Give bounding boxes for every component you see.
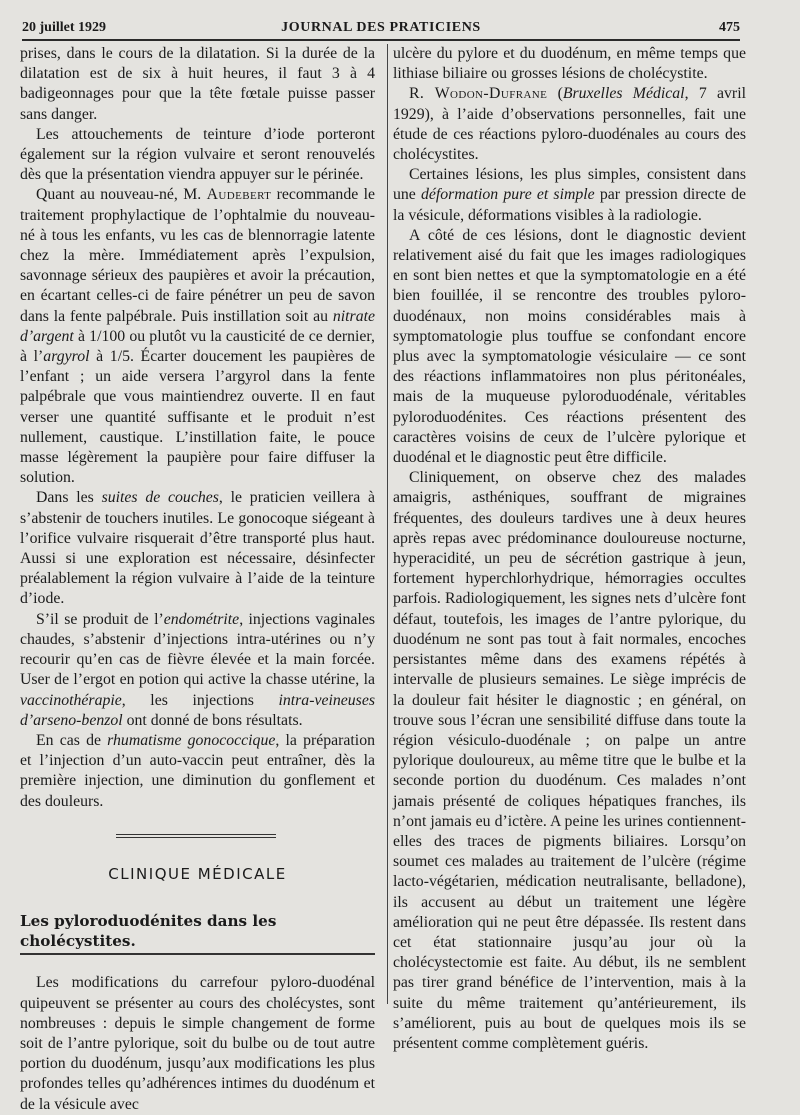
section-title: CLINIQUE MÉDICALE [108,864,287,883]
paragraph: R. Wodon-Dufrane (Bruxelles Médical, 7 avril 1929), à l’aide d’observations personnelles, fait une étude de ces réactions pyloro-duodénales au cours des cholécystites. [393,85,746,164]
article-title: Les pyloroduodénites dans les cholécystites. [20,911,277,951]
paragraph: Les attouchements de teinture d’iode porteront également sur la région vulvaire et seront renouvelés dès que la présentation viendra appuyer sur le périnée. [20,125,375,184]
header-journal-title: JOURNAL DES PRATICIENS [281,20,481,35]
page-header [22,16,740,38]
header-date: 20 juillet 1929 [22,20,106,35]
author-name: Audebert [206,186,272,204]
header-rule [22,39,740,41]
paragraph: Cliniquement, on observe chez des malades amaigris, asthéniques, souffrant de migraines fréquentes, des douleurs tardives une à deux heures après repas avec prédominance douloureuse nocturne, hyperacidité, un peu de sécrétion gastrique à jeun, fortement hyperchlorhydrique, hémorragies occultes parfois. Radiologiquement, les signes nets d’ulcère font défaut, toutefois, les images de l’antre pylorique, du duodénum ne sont pas tout à fait normales, encoches persistantes même dans des examens répétés à intervalle de plusieurs semaines. Le siège imprécis de la douleur fait hésiter le diagnostic ; en général, on trouve sous l’écran une sensibilité diffuse dans toute la région vésiculo-duodénale ; on palpe un antre pylorique douloureux, au même titre que le bulbe et la seconde portion du duodénum. Ces malades n’ont jamais présenté de coliques hépatiques franches, ils n’ont jamais eu d’ictère. A peine les urines contiennent-elles des traces de pigments biliaires. Lorsqu’on soumet ces malades au traitement de l’ulcère (régime lacto-végétarien, médication neutralisante, belladone), ils accusent au début un traitement une légère amélioration qui ne peut être dépassée. Ils restent dans cet état stationnaire jusqu’au jour où la cholécystectomie est faite. Au début, ils ne semblent pas tirer grand bénéfice de l’intervention, mais à la suite du même traitement qu’antérieurement, ils s’améliorent, puis au bout de quelques mois ils se présentent comme complètement guéris. [393,469,746,1052]
section-separator [116,834,276,838]
author-name: R. Wodon-Dufrane [409,85,548,103]
paragraph: S’il se produit de l’endométrite, injections vaginales chaudes, s’abstenir d’injections intra-utérines ou n’y recourir qu’en cas de fièvre élevée et la main forcée. User de l’ergot en potion qui active la chasse utérine, la vaccinothérapie, les injections intra-veineuses d’arseno-benzol ont donné de bons résultats. [20,610,375,729]
paragraph: ulcère du pylore et du duodénum, en même temps que lithiase biliaire ou grosses lésions de cholécystite. [393,45,746,83]
left-column [20,44,375,1115]
paragraph: A côté de ces lésions, dont le diagnostic devient relativement aisé du fait que les images radiologiques en sont bien nettes et que la symptomatologie en a été bien fouillée, il se rencontre des troubles pyloro-duodénaux, non moins considérables mais à symptomatologie plus touffue se confondant encore plus avec la symptomatologie vésiculaire — ce sont des réactions inflammatoires non plus péritonéales, mais de la muqueuse pyloroduodénale, véritables pyloroduodénites. Ces réactions présentent des caractères voisins de ceux de l’ulcère pylorique et duodénal et le diagnostic peut être difficile. [393,226,746,467]
paragraph: Les modifications du carrefour pyloro-duodénal quipeuvent se présenter au cours des cholécystes, sont nombreuses : depuis le simple changement de forme soit de l’antre pylorique, soit du bulbe ou de tout autre portion du duodénum, jusqu’aux modifications les plus profondes telles qu’adhérences intimes du duodénum et de la vésicule avec [20,974,375,1113]
header-page-number: 475 [719,20,740,35]
paragraph: En cas de rhumatisme gonococcique, la préparation et l’injection d’un auto-vaccin peut entraîner, dès la première injection, une diminution du gonflement et des douleurs. [20,731,375,810]
right-column [393,44,746,1054]
paragraph: prises, dans le cours de la dilatation. Si la durée de la dilatation est de six à huit heures, il faut 3 à 4 badigeonnages pour que la tête fœtale puisse passer sans danger. [20,45,375,123]
journal-reference: Bruxelles Médical [562,85,685,103]
paragraph: Certaines lésions, les plus simples, consistent dans une déformation pure et simple par pression directe de la vésicule, déformations visibles à la radiologie. [393,166,746,224]
paragraph: Quant au nouveau-né, M. Audebert recommande le traitement prophylactique de l’ophtalmie du nouveau-né à tous les enfants, vu les cas de blennorragie latente chez la mère. Immédiatement après l’expulsion, savonnage sérieux des paupières et avoir la précaution, en écartant celles-ci de faire pénétrer un peu de savon dans la fente palpébrale. Puis instillation soit au nitrate d’argent à 1/100 ou plutôt vu la causticité de ce dernier, à l’argyrol à 1/5. Écarter doucement les paupières de l’enfant ; un aide versera l’argyrol dans la fente palpébrale que vous maintiendrez ouverte. Il en faut verser une quantité suffisante et le produit n’est nullement, caustique. L’instillation faite, le pouce masse légèrement la paupière pour faire diffuser la solution. [20,186,375,487]
article-title-rule [20,953,375,955]
paragraph: Dans les suites de couches, le praticien veillera à s’abstenir de touchers inutiles. Le gonocoque siégeant à l’orifice vulvaire risquerait d’être transporté plus haut. Aussi si une exploration est nécessaire, désinfecter préalablement la région vulvaire à l’aide de la teinture d’iode. [20,489,375,608]
column-divider [387,44,388,1004]
